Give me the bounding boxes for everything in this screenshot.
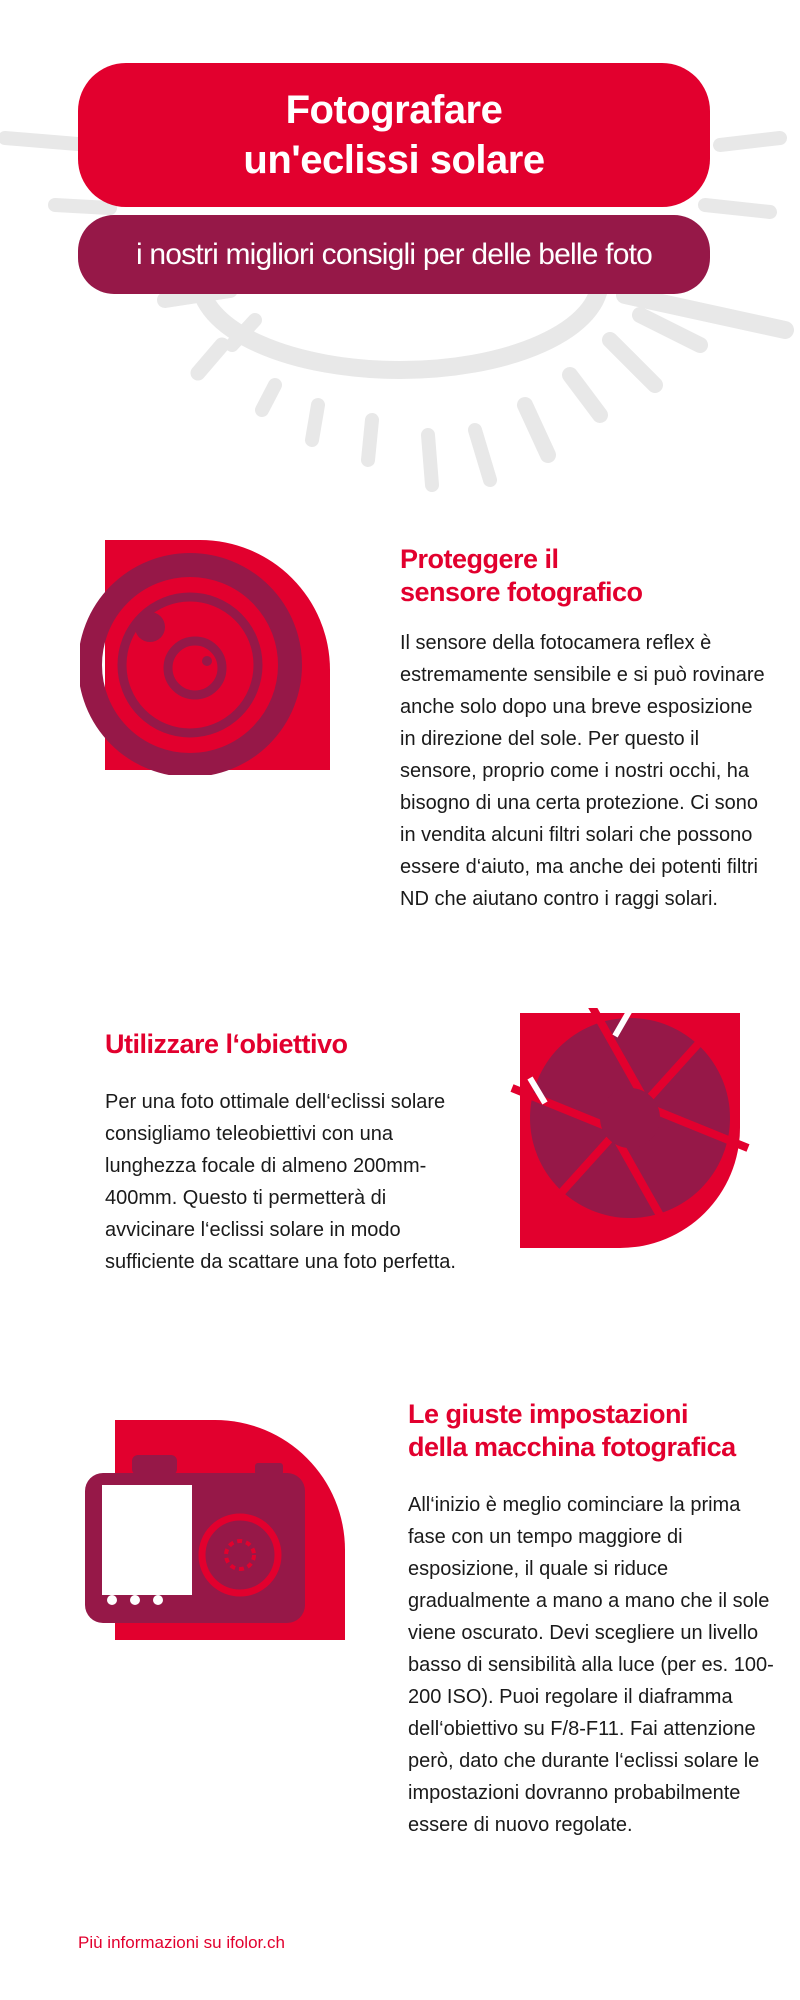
subtitle-banner [78, 215, 710, 294]
section-body: Per una foto ottimale dell‘eclissi solare consigliamo teleobiettivi con una lunghezza focale di almeno 200mm-400mm. Questo ti permetterà di avvicinare l‘eclissi solare in modo sufficiente da scattare una foto perfetta. [105, 1091, 456, 1273]
section-sensor [400, 543, 770, 915]
page-subtitle: i nostri migliori consigli per delle belle foto [136, 238, 652, 271]
section-title-line2: della macchina fotografica [408, 1432, 736, 1462]
page-title-line1: Fotografare [285, 88, 503, 132]
title-banner [78, 63, 710, 207]
section-title [400, 543, 770, 609]
footer-link[interactable]: Più informazioni su ifolor.ch [78, 1933, 285, 1952]
section-title: Utilizzare l‘obiettivo [105, 1029, 348, 1059]
page-title-line2: un'eclissi solare [243, 138, 545, 182]
camera-lens-icon [80, 535, 340, 775]
camera-icon [80, 1415, 355, 1645]
section-title [408, 1398, 778, 1464]
section-lens [105, 1028, 475, 1278]
section-title-line1: Proteggere il [400, 544, 559, 574]
section-body: Il sensore della fotocamera reflex è estremamente sensibile e si può rovinare anche solo dopo una breve esposizione in direzione del sole. Per questo il sensore, proprio come i nostri occhi, ha bisogno di una certa protezione. Ci sono in vendita alcuni filtri solari che possono essere d‘aiuto, ma anche dei potenti filtri ND che aiutano contro i raggi solari. [400, 632, 765, 910]
section-settings [408, 1398, 778, 1841]
aperture-icon [510, 1008, 750, 1253]
section-title-line2: sensore fotografico [400, 577, 643, 607]
section-body: All‘inizio è meglio cominciare la prima fase con un tempo maggiore di esposizione, il quale si riduce gradualmente a mano a mano che il sole viene oscurato. Devi scegliere un livello basso di sensibilità alla luce (per es. 100-200 ISO). Puoi regolare il diaframma dell‘obiettivo su F/8-F11. Fai attenzione però, dato che durante l‘eclissi solare le impostazioni dovranno probabilmente essere di nuovo regolate. [408, 1494, 774, 1836]
section-title-line1: Le giuste impostazioni [408, 1399, 689, 1429]
